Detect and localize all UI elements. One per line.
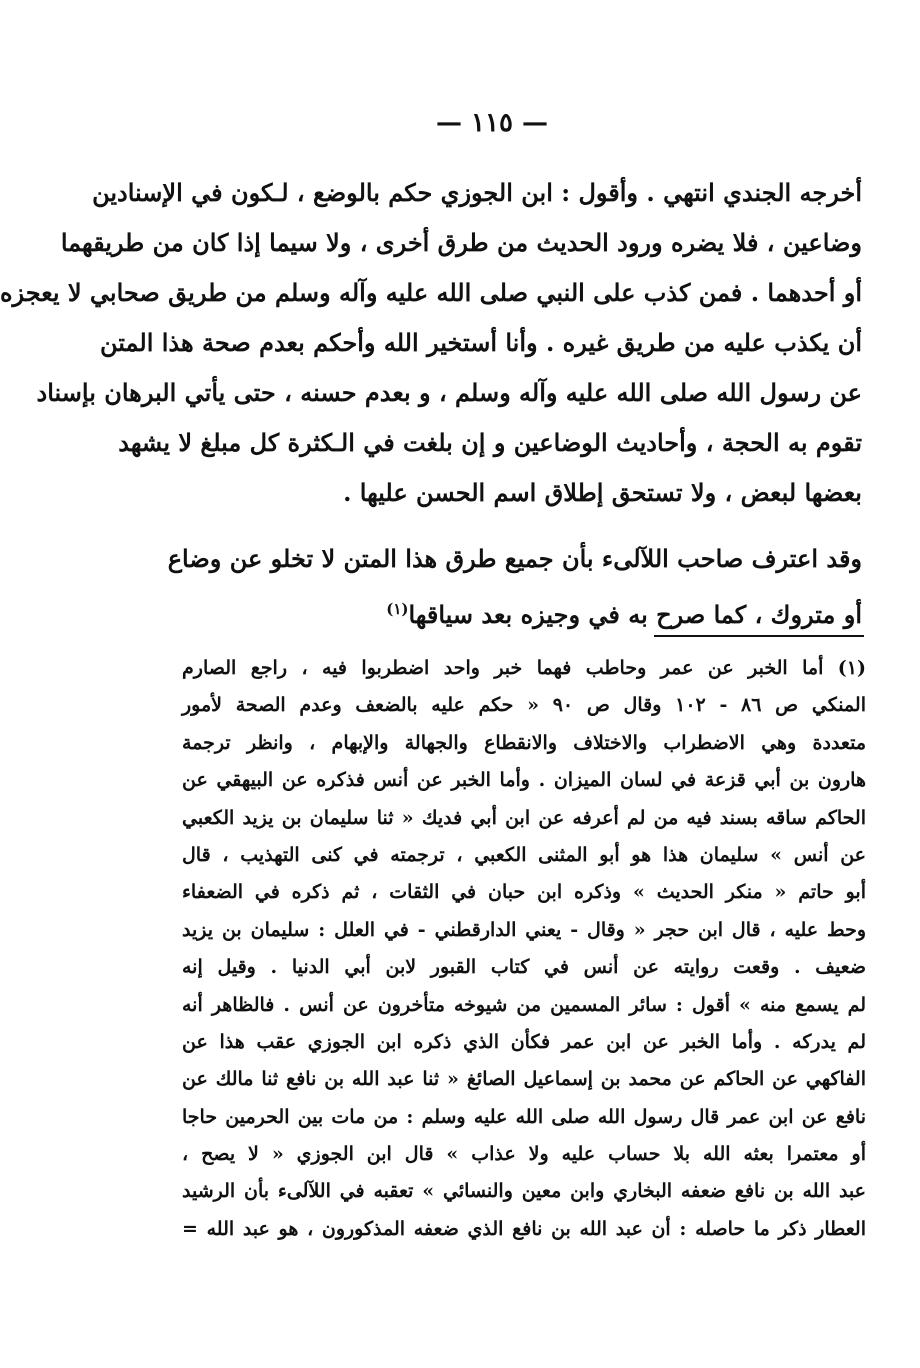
footnote-line: لم يدركه . وأما الخبر عن ابن عمر فكأن الذي ذكره ابن الجوزي عقب هذا عن bbox=[182, 1030, 866, 1053]
footnote-line: المنكي ص ٨٦ - ١٠٢ وقال ص ٩٠ « حكم عليه بالضعف وعدم الصحة لأمور bbox=[182, 694, 866, 717]
footnote-line: لم يسمع منه » أقول : سائر المسمين من شيوخه متأخرون عن أنس . فالظاهر أنه bbox=[182, 993, 866, 1016]
main-text-line: وضاعين ، فلا يضره ورود الحديث من طرق أخرى ، ولا سيما إذا كان من طريقهما bbox=[60, 228, 862, 257]
main-text-line: أو أحدهما . فمن كذب على النبي صلى الله عليه وآله وسلم من طريق صحابي لا يعجزه bbox=[0, 278, 862, 307]
footnote-line: العطار ذكر ما حاصله : أن عبد الله بن نافع الذي ضعفه المذكورون ، هو عبد الله = bbox=[182, 1217, 866, 1240]
main-text bbox=[0, 168, 862, 634]
footnote-line: عبد الله بن نافع ضعفه البخاري وابن معين والنسائي » تعقبه في اللآلىء بأن الرشيد bbox=[182, 1180, 866, 1203]
footnote-line: نافع عن ابن عمر قال رسول الله صلى الله عليه وسلم : من مات بين الحرمين حاجا bbox=[182, 1105, 866, 1128]
main-text-line-content: أو متروك ، كما صرح به في وجيزه بعد سياقها bbox=[408, 600, 862, 629]
main-text-line: وقد اعترف صاحب اللآلىء بأن جميع طرق هذا المتن لا تخلو عن وضاع bbox=[167, 544, 862, 573]
main-text-line: أخرجه الجندي انتهي . وأقول : ابن الجوزي حكم بالوضع ، لـكون في الإسنادين bbox=[92, 178, 862, 207]
main-text-line: تقوم به الحجة ، وأحاديث الوضاعين و إن بلغت في الـكثرة كل مبلغ لا يشهد bbox=[118, 428, 862, 457]
footnote-line: وحط عليه ، قال ابن حجر « وقال - يعني الدارقطني - في العلل : سليمان بن يزيد bbox=[182, 918, 866, 941]
footnote-separator-rule bbox=[654, 635, 864, 637]
footnote-line: عن أنس » سليمان هذا هو أبو المثنى الكعبي ، ترجمته في كنى التهذيب ، قال bbox=[182, 843, 866, 866]
footnote-line: الفاكهي عن الحاكم عن محمد بن إسماعيل الصائغ « ثنا عبد الله بن نافع ثنا مالك عن bbox=[182, 1068, 866, 1091]
main-text-line: أن يكذب عليه من طريق غيره . وأنا أستخير الله وأحكم بعدم صحة هذا المتن bbox=[100, 328, 862, 357]
main-text-line-with-footnote-ref bbox=[182, 584, 862, 634]
footnote-block bbox=[182, 650, 866, 1248]
footnote-line: ضعيف . وقعت روايته عن أنس في كتاب القبور لابن أبي الدنيا . وقيل إنه bbox=[182, 956, 866, 979]
footnote-line: متعددة وهي الاضطراب والاختلاف والانقطاع والجهالة والإبهام ، وانظر ترجمة bbox=[182, 731, 866, 754]
footnote-line: الحاكم ساقه بسند فيه من لم أعرفه عن ابن أبي فديك « ثنا سليمان بن يزيد الكعبي bbox=[182, 806, 866, 829]
page-number: — ١١٥ — bbox=[435, 108, 549, 138]
footnote-line: هارون بن أبي قزعة في لسان الميزان . وأما الخبر عن أنس فذكره عن البيهقي عن bbox=[182, 769, 866, 792]
footnote-reference-marker[interactable]: (١) bbox=[386, 600, 409, 618]
paragraph-gap bbox=[182, 518, 862, 534]
footnote-line: (١) أما الخبر عن عمر وحاطب فهما خبر واحد اضطربوا فيه ، راجع الصارم bbox=[182, 657, 866, 679]
main-text-line: بعضها لبعض ، ولا تستحق إطلاق اسم الحسن عليها . bbox=[343, 478, 862, 507]
footnote-line: أو معتمرا بعثه الله بلا حساب عليه ولا عذاب » قال ابن الجوزي « لا يصح ، bbox=[182, 1143, 866, 1166]
footnote-line: أبو حاتم « منكر الحديث » وذكره ابن حبان في الثقات ، ثم ذكره في الضعفاء bbox=[182, 881, 866, 904]
main-text-line: عن رسول الله صلى الله عليه وآله وسلم ، و بعدم حسنه ، حتى يأتي البرهان بإسناد bbox=[36, 378, 862, 407]
